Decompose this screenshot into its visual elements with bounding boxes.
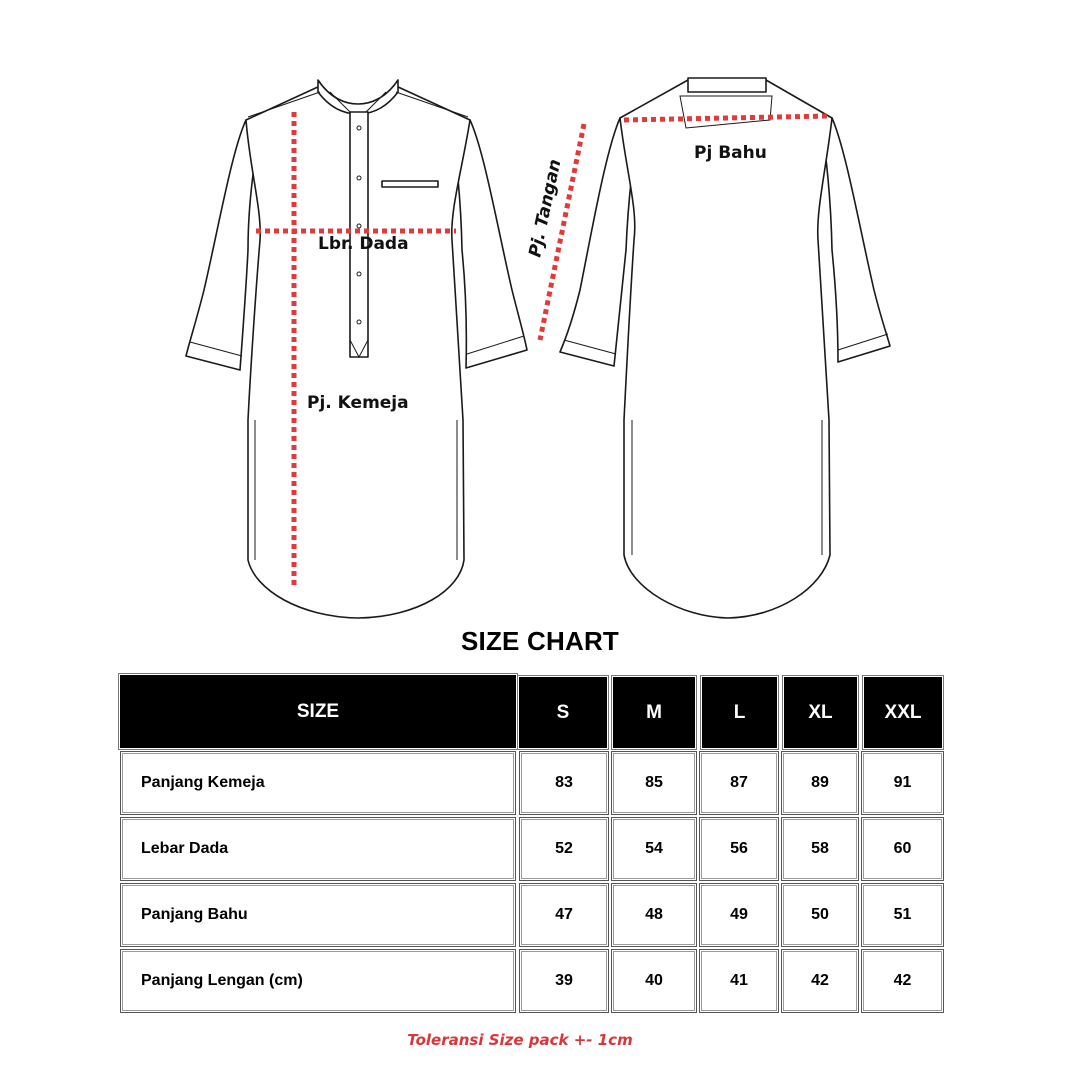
table-cell: 51 [861,883,944,947]
table-cell: 47 [519,883,609,947]
row-label-panjang-kemeja: Panjang Kemeja [120,751,516,815]
header-l: L [702,677,777,748]
table-cell: 42 [781,949,859,1013]
table-cell: 56 [699,817,779,881]
table-cell: 39 [519,949,609,1013]
size-chart-title: SIZE CHART [461,626,619,656]
header-size: SIZE [120,675,516,748]
tolerance-note: Toleransi Size pack +- 1cm [407,1031,633,1049]
table-cell: 83 [519,751,609,815]
shirt-length-label: Pj. Kemeja [307,393,409,413]
shirt-back-view [560,78,890,618]
table-cell: 50 [781,883,859,947]
table-cell: 49 [699,883,779,947]
table-cell: 54 [611,817,697,881]
row-label-panjang-bahu: Panjang Bahu [120,883,516,947]
table-cell: 87 [699,751,779,815]
header-xxl: XXL [864,677,942,748]
table-cell: 85 [611,751,697,815]
header-s: S [519,677,607,748]
shoulder-width-label: Pj Bahu [694,143,767,163]
sleeve-length-label: Pj. Tangan [525,157,566,260]
row-label-lebar-dada: Lebar Dada [120,817,516,881]
table-cell: 60 [861,817,944,881]
table-cell: 89 [781,751,859,815]
row-label-panjang-lengan: Panjang Lengan (cm) [120,949,516,1013]
table-cell: 52 [519,817,609,881]
table-cell: 48 [611,883,697,947]
table-cell: 91 [861,751,944,815]
table-cell: 42 [861,949,944,1013]
header-m: M [613,677,695,748]
table-cell: 41 [699,949,779,1013]
table-cell: 58 [781,817,859,881]
table-cell: 40 [611,949,697,1013]
header-xl: XL [784,677,857,748]
chest-width-label: Lbr. Dada [318,234,409,254]
shirt-front-view [186,80,527,618]
